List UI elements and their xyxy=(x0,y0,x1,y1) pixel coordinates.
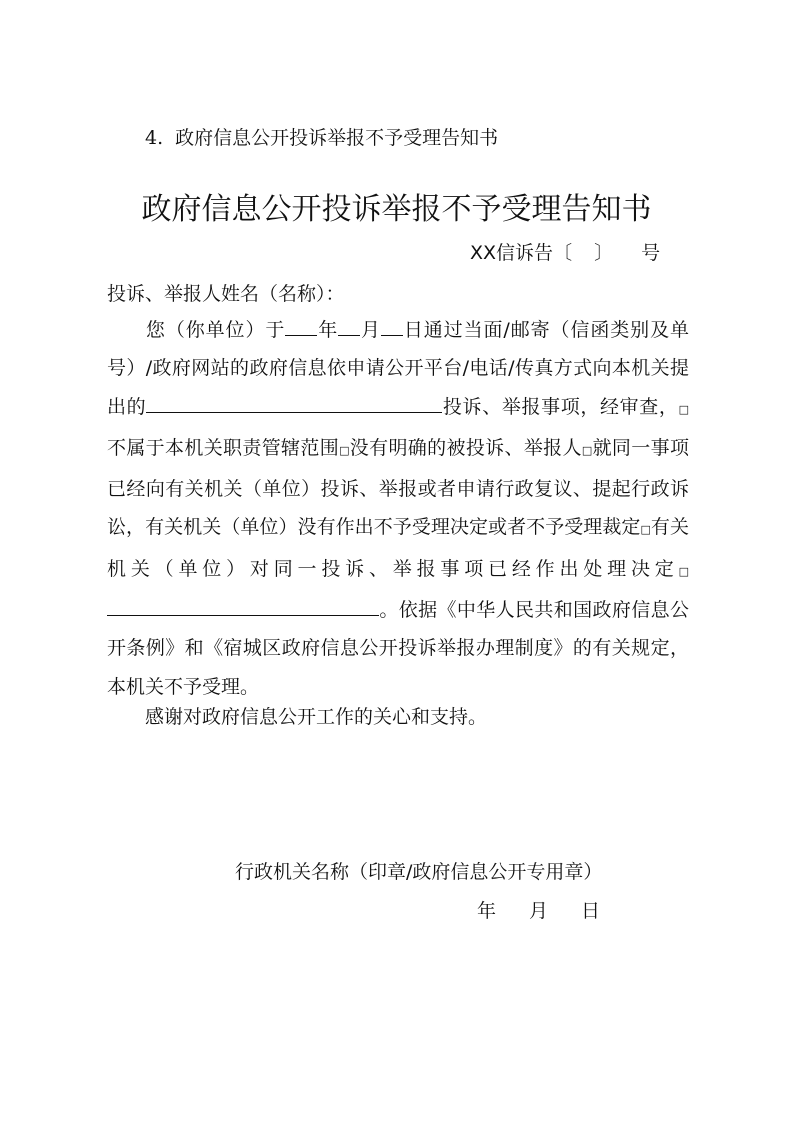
doc-number-prefix: XX xyxy=(470,242,497,264)
other-reason-blank xyxy=(107,593,379,616)
signature-month: 月 xyxy=(529,900,549,922)
body-channels: 日通过当面/邮寄（信函类别及单号）/政府网站的政府信息依申请公开平台/电话/传真方式向本机关提出的 xyxy=(107,319,689,418)
doc-number-suffix: 号 xyxy=(641,242,661,264)
body-year: 年 xyxy=(317,319,339,341)
checkbox-icon: □ xyxy=(581,443,593,457)
signature-org: 行政机关名称（印章/政府信息公开专用章） xyxy=(235,861,603,883)
signature-date xyxy=(477,896,600,926)
month-blank xyxy=(338,313,360,336)
checkbox-icon: □ xyxy=(678,564,689,578)
checkbox-icon: □ xyxy=(640,523,651,537)
body-month: 月 xyxy=(360,319,381,341)
signature-year: 年 xyxy=(477,900,497,922)
document-title: 政府信息公开投诉举报不予受理告知书 xyxy=(141,192,652,227)
checkbox-icon: □ xyxy=(678,402,689,416)
notice-body xyxy=(107,311,689,706)
checkbox-icon: □ xyxy=(339,443,350,457)
option-already-filed: 就同一事项已经向有关机关（单位）投诉、举报或者申请行政复议、提起行政诉讼，有关机关（单位）没有作出不予受理决定或者不予受理裁定 xyxy=(107,436,689,539)
thanks-line: 感谢对政府信息公开工作的关心和支持。 xyxy=(145,706,488,728)
body-conclusion: 。依据《中华人民共和国政府信息公开条例》和《宿城区政府信息公开投诉举报办理制度》的有关规定，本机关不予受理。 xyxy=(107,599,689,698)
option-already-decided: 有关机关（单位）对同一投诉、举报事项已经作出处理决定 xyxy=(107,516,689,580)
section-heading-text: 政府信息公开投诉举报不予受理告知书 xyxy=(175,127,499,149)
signature-day: 日 xyxy=(581,900,601,922)
document-number xyxy=(470,238,660,268)
body-intro: 您（你单位）于 xyxy=(145,319,286,341)
doc-number-code: 信诉告 xyxy=(496,242,554,264)
year-blank xyxy=(285,313,317,336)
day-blank xyxy=(381,313,403,336)
addressee-line: 投诉、举报人姓名（名称）： xyxy=(107,283,345,305)
section-number: 4. xyxy=(145,127,164,149)
matter-blank xyxy=(146,390,442,413)
option-jurisdiction: 不属于本机关职责管辖范围 xyxy=(107,436,340,459)
section-heading xyxy=(145,124,498,152)
doc-number-open-bracket: 〔 xyxy=(553,242,573,264)
doc-number-close-bracket: 〕 xyxy=(594,242,614,264)
option-no-respondent: 没有明确的被投诉、举报人 xyxy=(349,436,582,459)
body-review: 投诉、举报事项，经审查， xyxy=(442,395,679,418)
